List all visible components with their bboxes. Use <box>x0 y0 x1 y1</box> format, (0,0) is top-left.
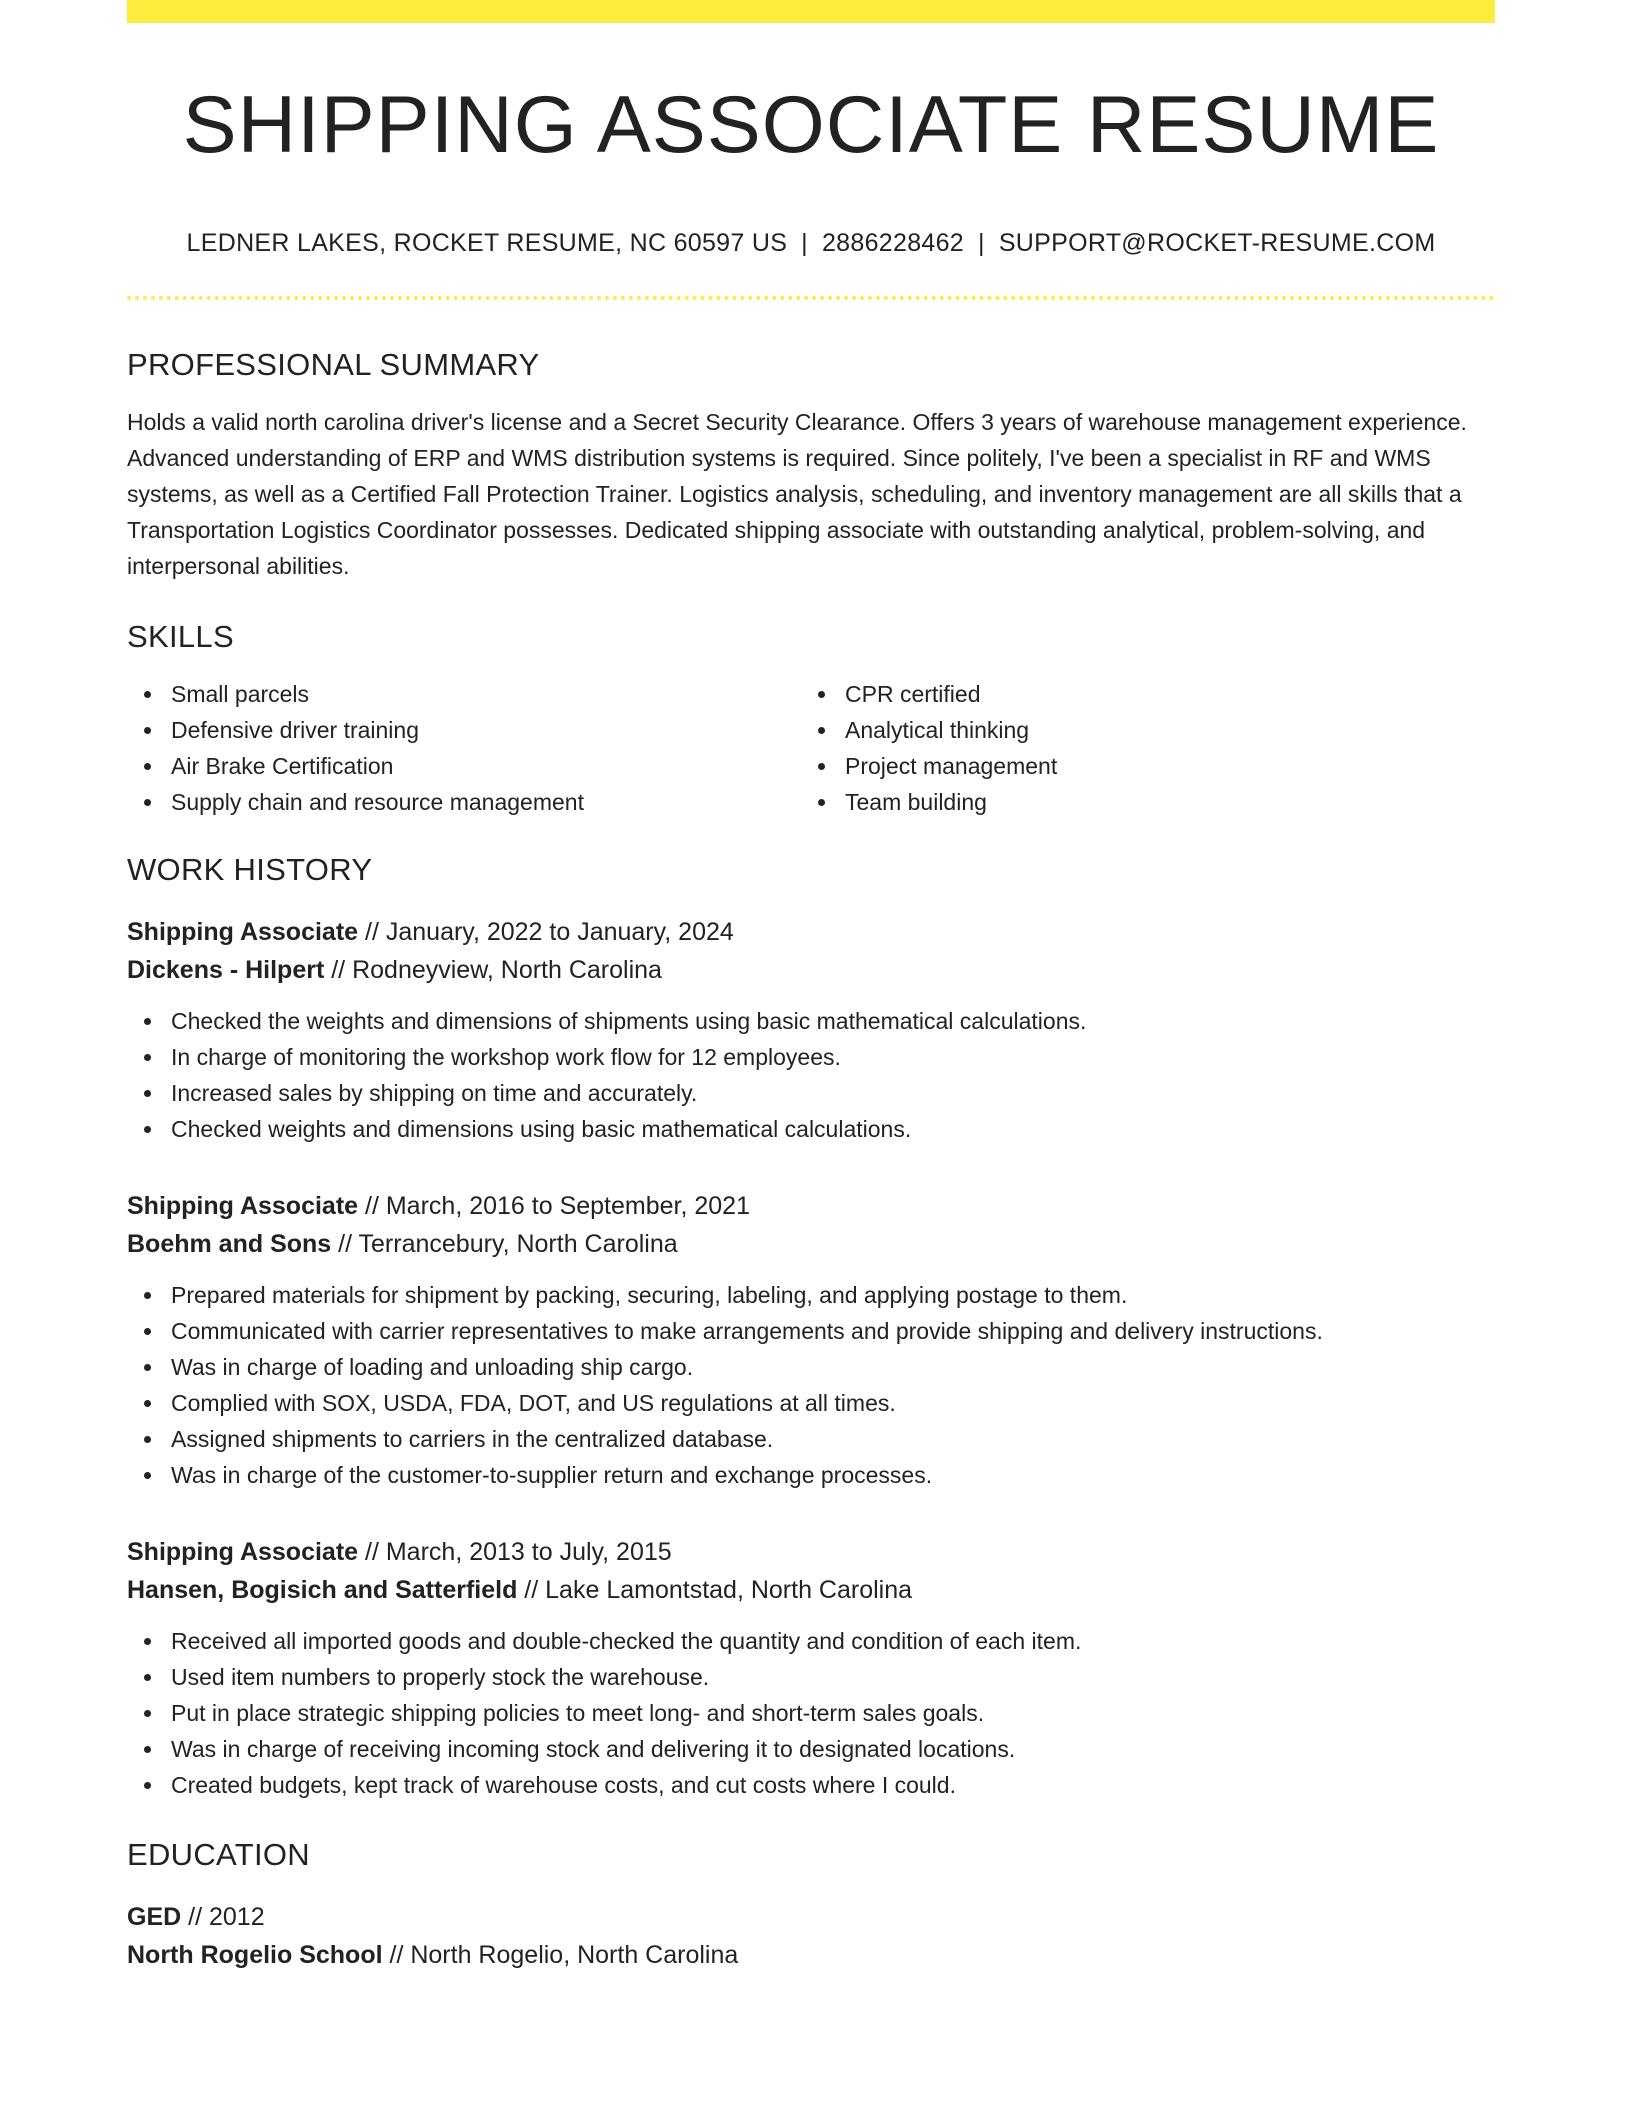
education-separator: // <box>181 1903 209 1931</box>
job-bullet-text: Communicated with carrier representatives to make arrangements and provide shipping and delivery instructions. <box>171 1318 1323 1344</box>
job-separator: // <box>358 918 386 946</box>
skill-item <box>801 748 1475 784</box>
job-location: Lake Lamontstad, North Carolina <box>545 1576 913 1604</box>
bullet-dot-icon <box>144 1292 151 1299</box>
job-company-line <box>127 1225 1495 1263</box>
job-entry <box>127 913 1495 1147</box>
job-bullet <box>127 1349 1495 1385</box>
bullet-dot-icon <box>144 1090 151 1097</box>
work-history-heading: WORK HISTORY <box>127 852 373 887</box>
bullet-dot-icon <box>144 1054 151 1061</box>
skills-column-left <box>127 676 801 820</box>
education-year: 2012 <box>208 1903 265 1931</box>
job-bullet <box>127 1003 1495 1039</box>
job-bullets <box>127 1277 1495 1493</box>
bullet-dot-icon <box>144 1400 151 1407</box>
education-school: North Rogelio School <box>127 1941 383 1969</box>
skill-item-text: Team building <box>845 789 987 815</box>
job-separator: // <box>324 956 353 984</box>
job-bullet-text: Used item numbers to properly stock the warehouse. <box>171 1664 710 1690</box>
dotted-divider <box>127 296 1495 300</box>
job-bullet-text: Was in charge of loading and unloading ship cargo. <box>171 1354 694 1380</box>
job-bullets <box>127 1623 1495 1803</box>
education-location: North Rogelio, North Carolina <box>410 1941 739 1969</box>
bullet-dot-icon <box>144 1746 151 1753</box>
job-title: Shipping Associate <box>127 1192 359 1220</box>
bullet-dot-icon <box>144 691 151 698</box>
job-separator: // <box>331 1230 359 1258</box>
contact-email: SUPPORT@ROCKET-RESUME.COM <box>998 229 1436 257</box>
job-company: Boehm and Sons <box>127 1230 332 1258</box>
bullet-dot-icon <box>818 727 825 734</box>
job-location: Rodneyview, North Carolina <box>352 956 662 984</box>
skill-item-text: Air Brake Certification <box>171 753 394 779</box>
job-bullets <box>127 1003 1495 1147</box>
job-bullet <box>127 1659 1495 1695</box>
bullet-dot-icon <box>144 1328 151 1335</box>
job-company-line <box>127 1571 1495 1609</box>
job-bullet-text: Assigned shipments to carriers in the centralized database. <box>171 1426 774 1452</box>
job-bullet <box>127 1457 1495 1493</box>
skill-item <box>127 748 801 784</box>
contact-line <box>127 229 1495 258</box>
skills-grid <box>127 676 1495 820</box>
skill-item <box>127 676 801 712</box>
education-heading: EDUCATION <box>127 1837 310 1872</box>
bullet-dot-icon <box>144 1126 151 1133</box>
job-bullet <box>127 1421 1495 1457</box>
bullet-dot-icon <box>144 1638 151 1645</box>
skills-column-right <box>801 676 1475 820</box>
job-company: Hansen, Bogisich and Satterfield <box>127 1576 518 1604</box>
skill-item-text: CPR certified <box>845 681 981 707</box>
job-title: Shipping Associate <box>127 1538 359 1566</box>
bullet-dot-icon <box>144 1674 151 1681</box>
job-bullet <box>127 1313 1495 1349</box>
skill-item-text: Small parcels <box>171 681 310 707</box>
summary-text: Holds a valid north carolina driver's license and a Secret Security Clearance. Offers 3 years of warehouse management experience. Advanced understanding of ERP and WMS distribution systems is required. Since politely, I've been a specialist in RF and WMS systems, as well as a Certified Fall Protection Trainer. Logistics analysis, scheduling, and inventory management are all skills that a Transportation Logistics Coordinator possesses. Dedicated shipping associate with outstanding analytical, problem-solving, and interpersonal abilities. <box>127 409 1467 579</box>
skill-item <box>801 676 1475 712</box>
job-bullet-text: Prepared materials for shipment by packing, securing, labeling, and applying postage to them. <box>171 1282 1128 1308</box>
skill-item-text: Analytical thinking <box>845 717 1030 743</box>
contact-phone: 2886228462 <box>821 229 965 257</box>
job-bullet <box>127 1623 1495 1659</box>
bullet-dot-icon <box>818 799 825 806</box>
bullet-dot-icon <box>144 1782 151 1789</box>
skills-section <box>127 621 1495 820</box>
education-degree-line <box>127 1898 1495 1936</box>
bullet-dot-icon <box>144 1364 151 1371</box>
bullet-dot-icon <box>144 1018 151 1025</box>
bullet-dot-icon <box>818 763 825 770</box>
skill-item-text: Supply chain and resource management <box>171 789 584 815</box>
job-bullet-text: Checked weights and dimensions using basic mathematical calculations. <box>171 1116 912 1142</box>
job-bullet-text: Received all imported goods and double-checked the quantity and condition of each item. <box>171 1628 1082 1654</box>
contact-separator: | <box>801 229 808 257</box>
bullet-dot-icon <box>144 799 151 806</box>
job-bullet <box>127 1695 1495 1731</box>
contact-separator: | <box>978 229 985 257</box>
job-bullet <box>127 1767 1495 1803</box>
skill-item <box>801 784 1475 820</box>
bullet-dot-icon <box>818 691 825 698</box>
job-entry <box>127 1533 1495 1803</box>
skill-item-text: Defensive driver training <box>171 717 420 743</box>
job-bullet <box>127 1039 1495 1075</box>
job-separator: // <box>358 1192 386 1220</box>
skill-item <box>127 784 801 820</box>
education-entry <box>127 1898 1495 1974</box>
resume-title: SHIPPING ASSOCIATE RESUME <box>182 80 1440 170</box>
job-bullet <box>127 1111 1495 1147</box>
resume-page <box>127 0 1495 1974</box>
accent-top-bar <box>127 0 1495 23</box>
job-bullet <box>127 1385 1495 1421</box>
bullet-dot-icon <box>144 1472 151 1479</box>
work-history-section <box>127 854 1495 1803</box>
summary-section <box>127 349 1495 584</box>
education-section <box>127 1839 1495 1974</box>
job-bullet-text: Created budgets, kept track of warehouse costs, and cut costs where I could. <box>171 1772 956 1798</box>
bullet-dot-icon <box>144 1436 151 1443</box>
job-company: Dickens - Hilpert <box>127 956 325 984</box>
job-entry <box>127 1187 1495 1493</box>
job-bullet <box>127 1731 1495 1767</box>
job-separator: // <box>517 1576 546 1604</box>
job-dates: January, 2022 to January, 2024 <box>385 918 734 946</box>
summary-heading: PROFESSIONAL SUMMARY <box>127 347 540 382</box>
job-bullet-text: Was in charge of receiving incoming stock and delivering it to designated locations. <box>171 1736 1016 1762</box>
job-bullet-text: In charge of monitoring the workshop work flow for 12 employees. <box>171 1044 841 1070</box>
job-location: Terrancebury, North Carolina <box>358 1230 678 1258</box>
skill-item-text: Project management <box>845 753 1058 779</box>
education-school-line <box>127 1936 1495 1974</box>
job-dates: March, 2016 to September, 2021 <box>385 1192 750 1220</box>
education-separator: // <box>382 1941 411 1969</box>
bullet-dot-icon <box>144 727 151 734</box>
job-separator: // <box>358 1538 386 1566</box>
skills-heading: SKILLS <box>127 619 234 654</box>
job-bullet-text: Increased sales by shipping on time and accurately. <box>171 1080 698 1106</box>
job-bullet-text: Checked the weights and dimensions of shipments using basic mathematical calculations. <box>171 1008 1087 1034</box>
job-bullet <box>127 1075 1495 1111</box>
job-list <box>127 913 1495 1803</box>
skill-item <box>127 712 801 748</box>
job-title-line <box>127 1533 1495 1571</box>
job-bullet-text: Was in charge of the customer-to-supplier return and exchange processes. <box>171 1462 933 1488</box>
skill-item <box>801 712 1475 748</box>
job-title: Shipping Associate <box>127 918 359 946</box>
bullet-dot-icon <box>144 763 151 770</box>
job-bullet <box>127 1277 1495 1313</box>
education-degree: GED <box>127 1903 182 1931</box>
job-bullet-text: Complied with SOX, USDA, FDA, DOT, and US regulations at all times. <box>171 1390 896 1416</box>
job-dates: March, 2013 to July, 2015 <box>385 1538 672 1566</box>
job-title-line <box>127 1187 1495 1225</box>
contact-address: LEDNER LAKES, ROCKET RESUME, NC 60597 US <box>186 229 788 257</box>
job-company-line <box>127 951 1495 989</box>
job-title-line <box>127 913 1495 951</box>
bullet-dot-icon <box>144 1710 151 1717</box>
job-bullet-text: Put in place strategic shipping policies to meet long- and short-term sales goals. <box>171 1700 985 1726</box>
